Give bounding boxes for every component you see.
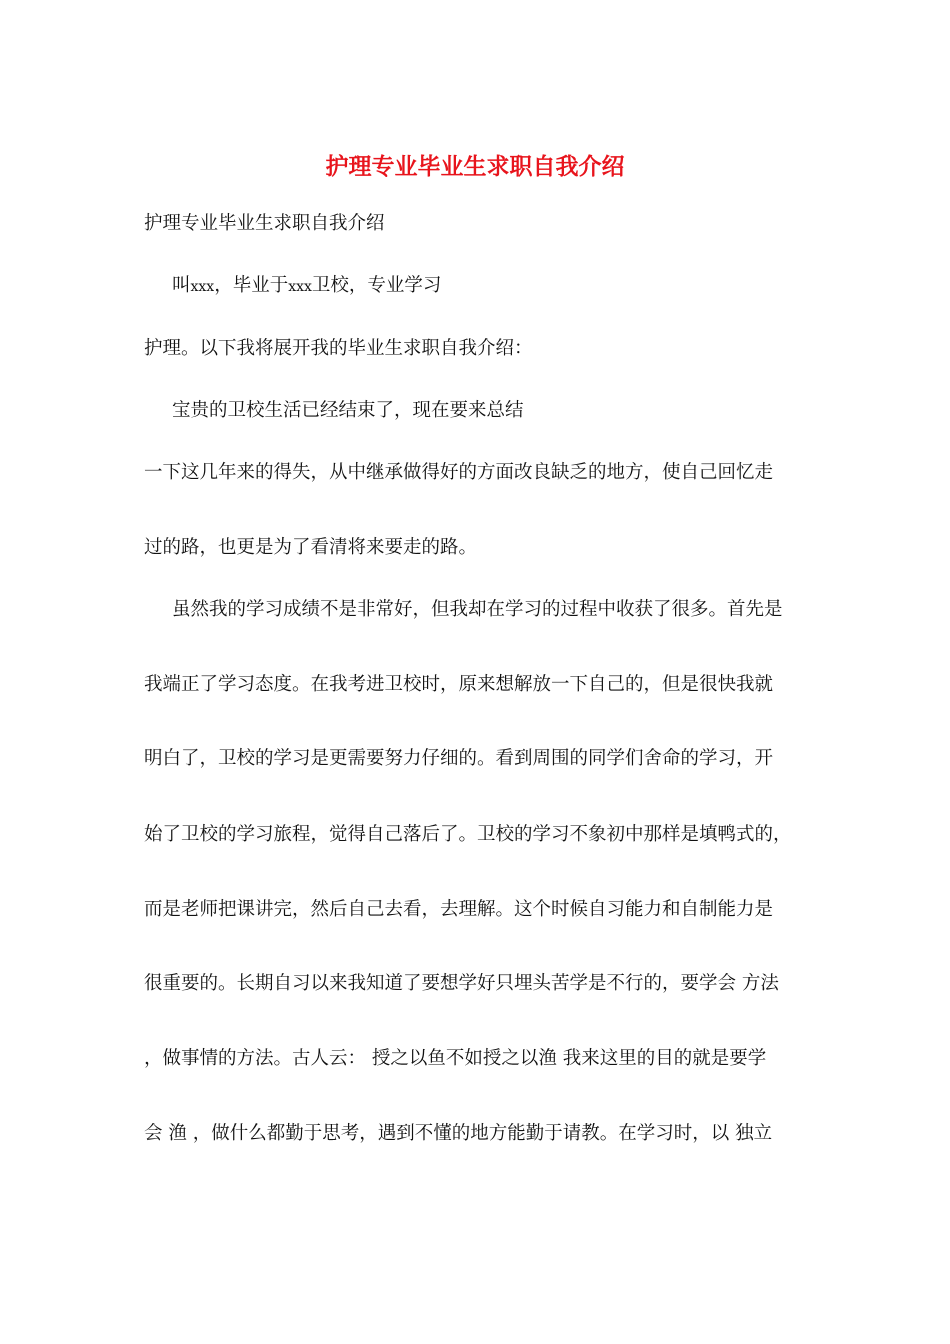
body-line-9: 而是老师把课讲完，然后自己去看，去理解。这个时候自习能力和自制能力是 [144, 899, 774, 920]
body-line-2: 宝贵的卫校生活已经结束了，现在要来总结 [172, 400, 524, 421]
body-line-8: 始了卫校的学习旅程，觉得自己落后了。卫校的学习不象初中那样是填鸭式的， [144, 824, 792, 845]
body-line-1: 护理。以下我将展开我的毕业生求职自我介绍： [144, 338, 533, 359]
document-subtitle: 护理专业毕业生求职自我介绍 [144, 213, 385, 234]
body-line-6: 我端正了学习态度。在我考进卫校时，原来想解放一下自己的，但是很快我就 [144, 674, 774, 695]
intro-text-2: ，毕业于 [214, 275, 289, 296]
document-title: 护理专业毕业生求职自我介绍 [325, 153, 625, 180]
intro-text-1: 叫 [172, 275, 191, 296]
intro-text-3: 卫校，专业学习 [311, 275, 442, 296]
school-placeholder: xxx [288, 279, 312, 295]
body-line-5: 虽然我的学习成绩不是非常好，但我却在学习的过程中收获了很多。首先是 [172, 599, 783, 620]
body-line-12: 会 渔 ，做什么都勤于思考，遇到不懂的地方能勤于请教。在学习时，以 独立 [144, 1123, 773, 1144]
body-line-3: 一下这几年来的得失，从中继承做得好的方面改良缺乏的地方，使自己回忆走 [144, 462, 774, 483]
body-line-11: ，做事情的方法。古人云： 授之以鱼不如授之以渔 我来这里的目的就是要学 [144, 1048, 767, 1069]
body-line-10: 很重要的。长期自习以来我知道了要想学好只埋头苦学是不行的，要学会 方法 [144, 973, 779, 994]
body-line-7: 明白了，卫校的学习是更需要努力仔细的。看到周围的同学们舍命的学习，开 [144, 748, 774, 769]
body-line-4: 过的路，也更是为了看清将来要走的路。 [144, 537, 478, 558]
name-placeholder: xxx [190, 279, 215, 295]
intro-line [172, 273, 441, 300]
